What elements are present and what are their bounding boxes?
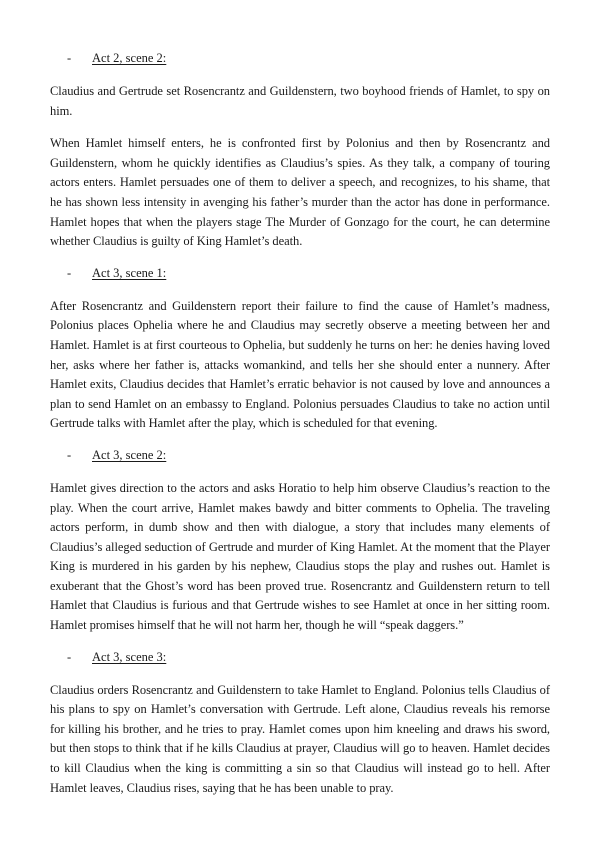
paragraph: After Rosencrantz and Guildenstern report their failure to find the cause of Hamlet’s madness, Polonius places Ophelia where he and Claudius may secretly observe a meeting between her and Hamlet. Hamlet is at first courteous to Ophelia, but suddenly he turns on her: he denies having loved her, asks where her father is, attacks womankind, and tells her she should enter a nunnery. After Hamlet exits, Claudius decides that Hamlet’s erratic behavior is not caused by love and announces a plan to send Hamlet on an embassy to England. Polonius persuades Claudius to take no action until Gertrude talks with Hamlet after the play, which is scheduled for that evening.	[50, 298, 550, 431]
document-body	[50, 50, 550, 811]
bullet-dash: -	[67, 265, 72, 280]
section-heading-text: Act 3, scene 2:	[92, 447, 167, 462]
section-heading-text: Act 3, scene 3:	[92, 649, 167, 664]
paragraph: Hamlet gives direction to the actors and asks Horatio to help him observe Claudius’s reaction to the play. When the court arrive, Hamlet makes bawdy and bitter comments to Ophelia. The traveling actors perform, in dumb show and then with dialogue, a story that includes many elements of Claudius’s alleged seduction of Gertrude and murder of King Hamlet. At the moment that the Player King is murdered in his garden by his nephew, Claudius stops the play and rushes out. Hamlet is exuberant that the Ghost’s word has been proved true. Rosencrantz and Guildenstern return to tell Hamlet that Claudius is furious and that Gertrude wishes to see Hamlet at once in her sitting room. Hamlet promises himself that he will not harm her, though he will “speak daggers.”	[50, 480, 550, 633]
section-act3-scene2	[50, 447, 550, 636]
section-act2-scene2	[50, 50, 550, 252]
section-act3-scene3	[50, 649, 550, 799]
section-heading	[50, 447, 550, 463]
section-heading	[50, 649, 550, 665]
section-act3-scene1	[50, 265, 550, 434]
bullet-dash: -	[67, 51, 72, 65]
bullet-dash: -	[67, 649, 72, 664]
paragraph: Claudius orders Rosencrantz and Guildenstern to take Hamlet to England. Polonius tells Claudius of his plans to spy on Hamlet’s conversation with Gertrude. Left alone, Claudius reveals his remorse for killing his brother, and he tries to pray. Hamlet comes upon him kneeling and draws his sword, but then stops to think that if he kills Claudius at prayer, Claudius will go to heaven. Hamlet decides to kill Claudius when the king is committing a sin so that Claudius will instead go to hell. After Hamlet leaves, Claudius rises, saying that he has been unable to pray.	[50, 682, 550, 795]
section-heading-text: Act 2, scene 2:	[92, 51, 167, 65]
paragraph: Claudius and Gertrude set Rosencrantz and Guildenstern, two boyhood friends of Hamlet, to spy on him.	[50, 84, 550, 118]
bullet-dash: -	[67, 447, 72, 462]
section-heading	[50, 50, 550, 66]
section-heading-text: Act 3, scene 1:	[92, 265, 167, 280]
section-heading	[50, 265, 550, 281]
paragraph: When Hamlet himself enters, he is confronted first by Polonius and then by Rosencrantz and Guildenstern, whom he quickly identifies as Claudius’s spies. As they talk, a company of touring actors enters. Hamlet persuades one of them to deliver a speech, and recognizes, to his shame, that he has shown less intensity in avenging his father’s murder than the actor has done in performance. Hamlet hopes that when the players stage The Murder of Gonzago for the court, he can determine whether Claudius is guilty of King Hamlet’s death.	[50, 136, 550, 249]
